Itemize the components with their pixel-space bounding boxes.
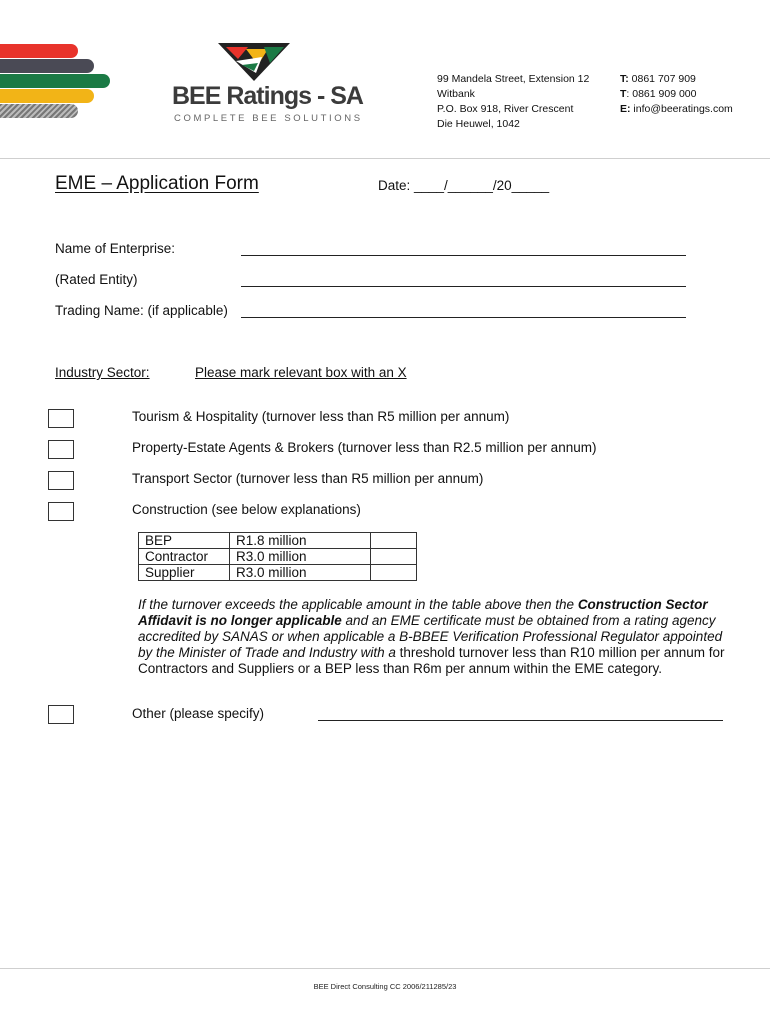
table-cell-role: BEP — [139, 533, 230, 549]
transport-checkbox[interactable] — [48, 471, 74, 490]
form-title: EME – Application Form — [55, 173, 259, 194]
header-divider — [0, 158, 770, 159]
rated-entity-input[interactable] — [241, 286, 686, 287]
other-option-label: Other (please specify) — [132, 706, 265, 721]
trading-name-label: Trading Name: (if applicable) — [55, 303, 228, 318]
logo-stripe-grey — [0, 104, 78, 118]
table-cell-mark[interactable] — [371, 565, 417, 581]
table-row — [139, 565, 417, 581]
construction-option-label: Construction (see below explanations) — [132, 502, 361, 517]
logo-stripe-dark — [0, 59, 94, 73]
property-option-label: Property-Estate Agents & Brokers (turnover less than R2.5 million per annum) — [132, 440, 597, 455]
table-cell-role: Supplier — [139, 565, 230, 581]
contact-email: E: info@beeratings.com — [620, 103, 733, 115]
company-address — [437, 72, 589, 132]
logo-stripe-red — [0, 44, 78, 58]
other-specify-input[interactable] — [318, 720, 723, 721]
table-cell-amount: R3.0 million — [230, 549, 371, 565]
other-checkbox[interactable] — [48, 705, 74, 724]
tourism-checkbox[interactable] — [48, 409, 74, 428]
trading-name-input[interactable] — [241, 317, 686, 318]
address-line: P.O. Box 918, River Crescent — [437, 103, 574, 115]
table-row — [139, 549, 417, 565]
enterprise-name-input[interactable] — [241, 255, 686, 256]
contact-phone-2: T: 0861 909 000 — [620, 88, 697, 100]
table-cell-amount: R1.8 million — [230, 533, 371, 549]
contact-phone-1: T: 0861 707 909 — [620, 73, 696, 85]
construction-note: If the turnover exceeds the applicable amount in the table above then the Construction Sector Affidavit is no longer applicable and an EME certificate must be obtained from a rating agency accredited by SANAS or when applicable a B-BBEE Verification Professional Regulator appointed by the Minister of Trade and Industry with a threshold turnover less than R10 million per annum for Contractors and Suppliers or a BEP less than R6m per annum within the EME category. — [138, 597, 725, 676]
address-line: 99 Mandela Street, Extension 12 — [437, 73, 590, 85]
tourism-option-label: Tourism & Hospitality (turnover less than R5 million per annum) — [132, 409, 510, 424]
construction-checkbox[interactable] — [48, 502, 74, 521]
address-line: Die Heuwel, 1042 — [437, 118, 520, 130]
table-cell-role: Contractor — [139, 549, 230, 565]
table-cell-amount: R3.0 million — [230, 565, 371, 581]
table-cell-mark[interactable] — [371, 549, 417, 565]
logo-stripe-yellow — [0, 89, 94, 103]
brand-tagline: COMPLETE BEE SOLUTIONS — [174, 113, 363, 124]
logo-stripe-green — [0, 74, 110, 88]
footer-divider — [0, 968, 770, 969]
date-field[interactable]: Date: ____/______/20_____ — [378, 178, 550, 193]
mark-instruction: Please mark relevant box with an X — [195, 365, 407, 380]
industry-sector-label: Industry Sector: — [55, 365, 150, 380]
address-line: Witbank — [437, 88, 475, 100]
table-row — [139, 533, 417, 549]
footer-text: BEE Direct Consulting CC 2006/211285/23 — [313, 982, 457, 991]
handshake-icon — [218, 43, 290, 83]
brand-name: BEE Ratings - SA — [172, 82, 363, 110]
table-cell-mark[interactable] — [371, 533, 417, 549]
transport-option-label: Transport Sector (turnover less than R5 million per annum) — [132, 471, 484, 486]
property-checkbox[interactable] — [48, 440, 74, 459]
company-contact — [620, 72, 733, 117]
enterprise-name-label: Name of Enterprise: — [55, 241, 176, 256]
construction-thresholds-table — [138, 532, 417, 581]
rated-entity-label: (Rated Entity) — [55, 272, 138, 287]
